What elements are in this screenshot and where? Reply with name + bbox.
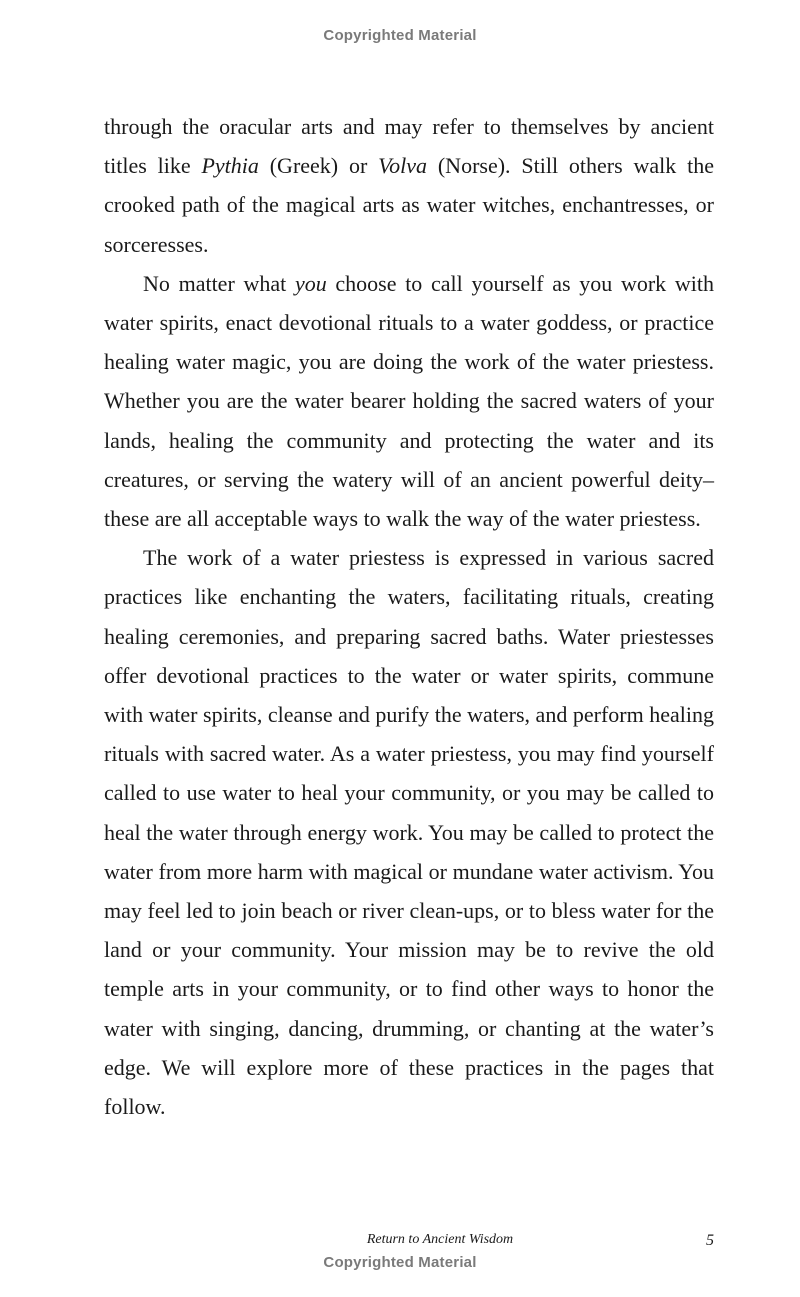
paragraph-1-italic-pythia: Pythia [201,153,259,179]
body-text [104,107,714,1126]
copyright-watermark-bottom: Copyrighted Material [323,1254,477,1271]
paragraph-1-text-c: (Norse). Still others walk the crooked path of the magical arts as water witches, enchantresses, or sorceresses. [104,153,714,257]
paragraph-1-text-a: through the oracular arts and may refer to themselves by ancient titles like [104,114,714,179]
paragraph-2-text-b: choose to call yourself as you work with water spirits, enact devotional rituals to a water goddess, or practice healing water magic, you are doing the work of the water priestess. Whether you are the water bearer holding the sacred waters of your lands, healing the community and protecting the water and its creatures, or serving the watery will of an ancient powerful deity–these are all acceptable ways to walk the way of the water priestess. [104,270,714,532]
copyright-watermark-top: Copyrighted Material [323,27,477,44]
paragraph-2 [104,264,714,538]
paragraph-3: The work of a water priestess is expressed in various sacred practices like enchanting the waters, facilitating rituals, creating healing ceremonies, and preparing sacred baths. Water priestesses offer devotional practices to the water or water spirits, commune with water spirits, cleanse and purify the waters, and perform healing rituals with sacred water. As a water priestess, you may find yourself called to use water to heal your community, or you may be called to heal the water through energy work. You may be called to protect the water from more harm with magical or mundane water activism. You may feel led to join beach or river clean-ups, or to bless water for the land or your community. Your mission may be to revive the old temple arts in your community, or to find other ways to honor the water with singing, dancing, drumming, or chanting at the water’s edge. We will explore more of these practices in the pages that follow. [104,545,714,1120]
paragraph-2-text-a: No matter what [143,270,295,296]
paragraph-1-italic-volva: Volva [378,153,428,179]
paragraph-1-text-b: (Greek) or [258,153,379,179]
running-footer-title: Return to Ancient Wisdom [366,1232,514,1247]
paragraph-1 [104,107,714,264]
page-number: 5 [706,1232,714,1249]
paragraph-2-italic-you: you [294,270,327,296]
